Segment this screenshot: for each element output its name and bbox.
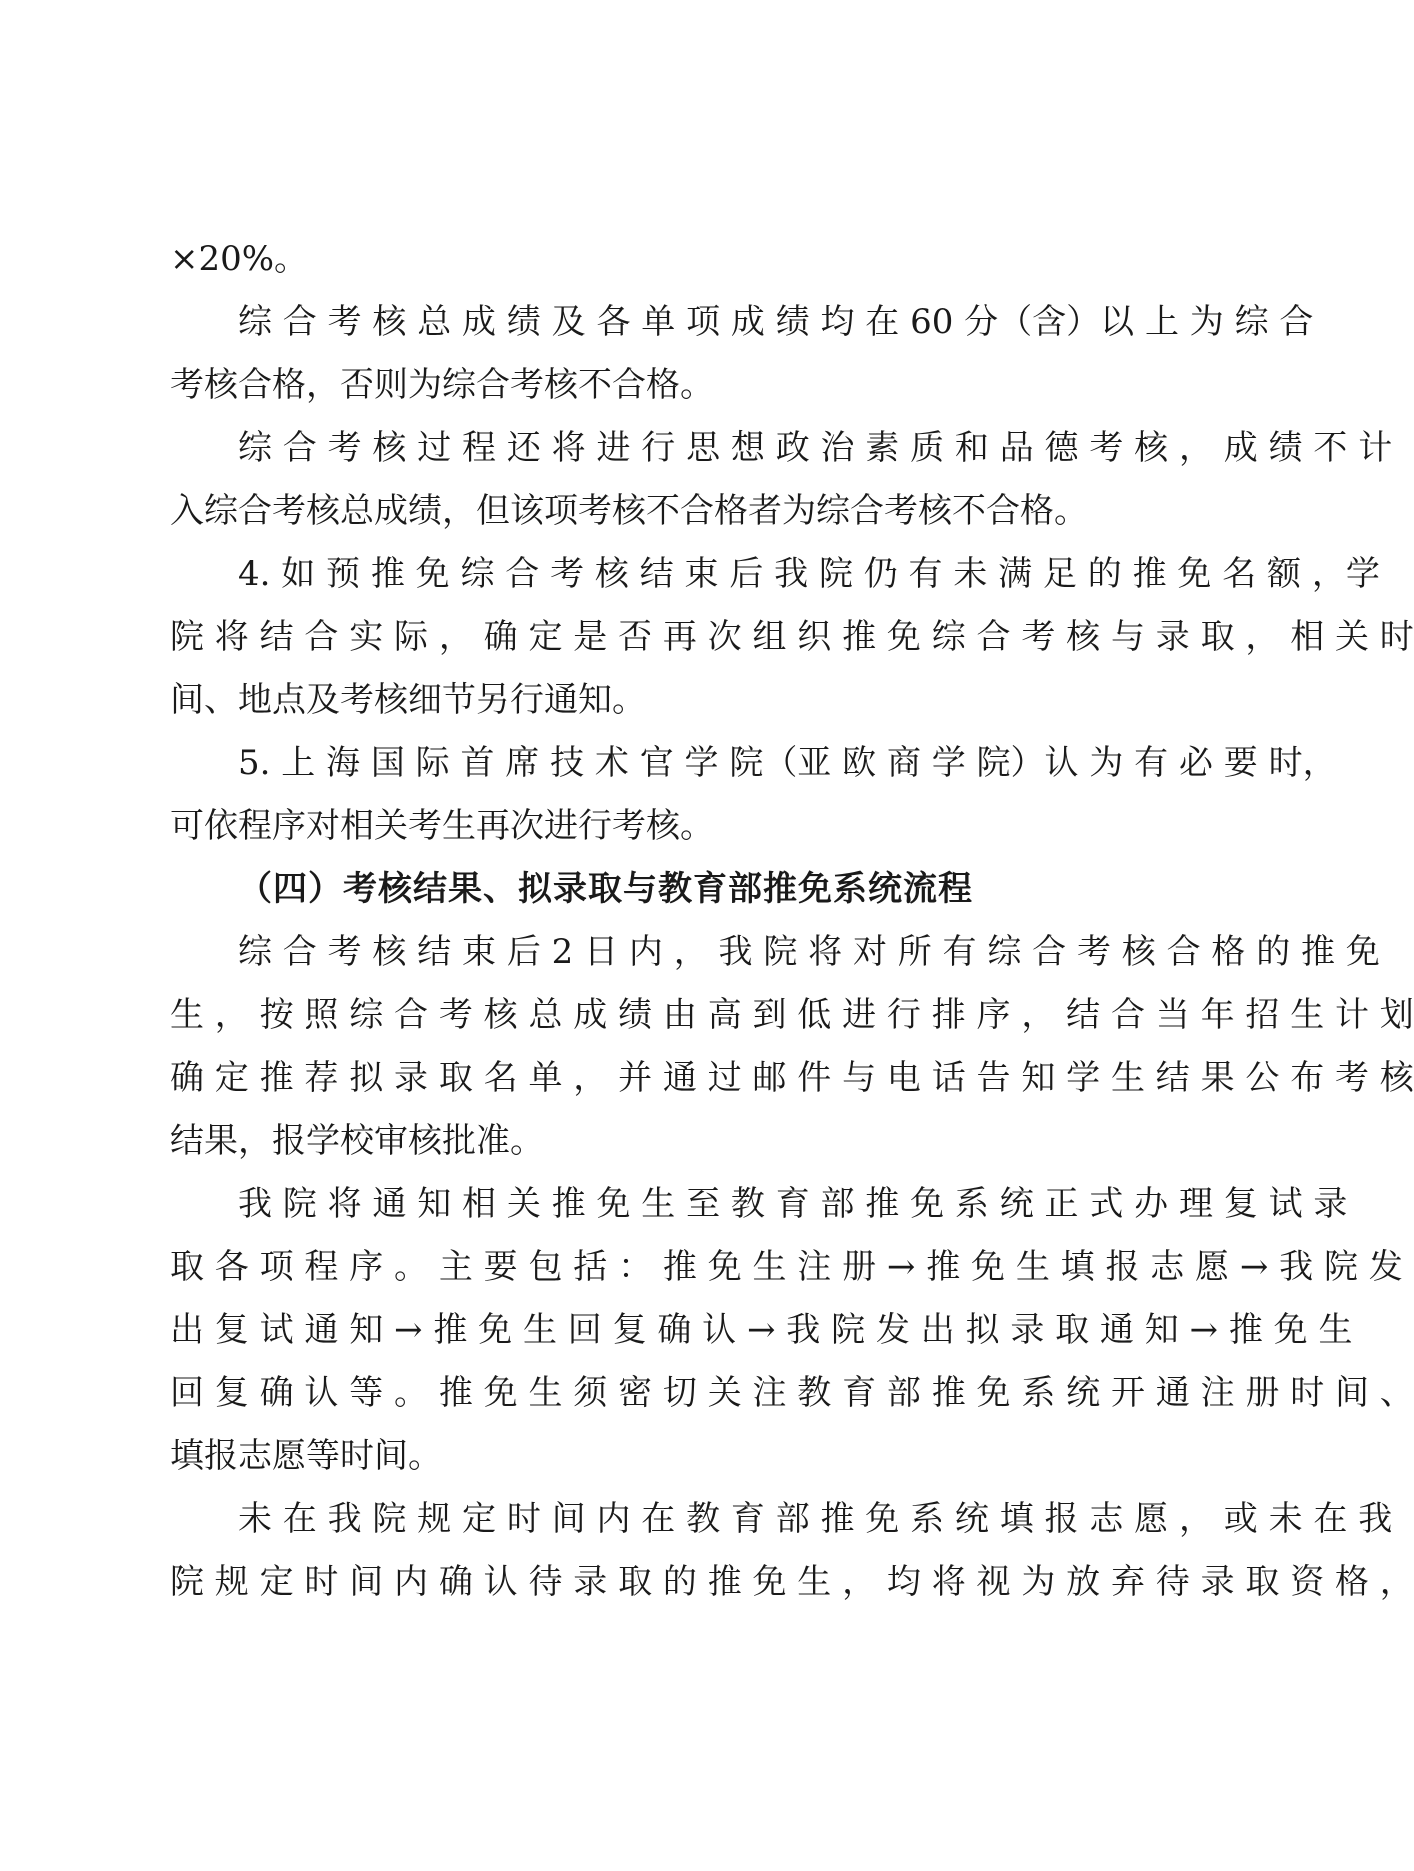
text-line: 入综合考核总成绩，但该项考核不合格者为综合考核不合格。 [170,491,1088,531]
text-line: 回 复 确 认 等 。 推 免 生 须 密 切 关 注 教 育 部 推 免 系 统 开 通 注 册 时 间 、 [170,1373,1414,1413]
text-line: 考核合格，否则为综合考核不合格。 [170,365,714,405]
text-line: 院 规 定 时 间 内 确 认 待 录 取 的 推 免 生 ， 均 将 视 为 放 弃 待 录 取 资 格 ， [170,1562,1414,1602]
text-line: 可依程序对相关考生再次进行考核。 [170,806,714,846]
text-line: 综 合 考 核 结 束 后 2 日 内 ， 我 院 将 对 所 有 综 合 考 核 合 格 的 推 免 [238,932,1380,972]
text-line: 5. 上 海 国 际 首 席 技 术 官 学 院（亚 欧 商 学 院）认 为 有 必 要 时， [238,743,1337,783]
text-line: 4. 如 预 推 免 综 合 考 核 结 束 后 我 院 仍 有 未 满 足 的 推 免 名 额 ，学 [238,554,1380,594]
text-line: 未 在 我 院 规 定 时 间 内 在 教 育 部 推 免 系 统 填 报 志 愿 ， 或 未 在 我 [238,1499,1393,1539]
text-line: 间、地点及考核细节另行通知。 [170,680,646,720]
text-line: 结果，报学校审核批准。 [170,1121,544,1161]
text-line: 确 定 推 荐 拟 录 取 名 单 ， 并 通 过 邮 件 与 电 话 告 知 学 生 结 果 公 布 考 核 [170,1058,1414,1098]
text-line: 出 复 试 通 知 → 推 免 生 回 复 确 认 → 我 院 发 出 拟 录 取 通 知 → 推 免 生 [170,1310,1353,1350]
text-line: 生 ， 按 照 综 合 考 核 总 成 绩 由 高 到 低 进 行 排 序 ， 结 合 当 年 招 生 计 划 [170,995,1414,1035]
text-line: 我 院 将 通 知 相 关 推 免 生 至 教 育 部 推 免 系 统 正 式 办 理 复 试 录 [238,1184,1348,1224]
section-heading: （四）考核结果、拟录取与教育部推免系统流程 [238,869,973,909]
text-line: 综 合 考 核 过 程 还 将 进 行 思 想 政 治 素 质 和 品 德 考 核 ， 成 绩 不 计 [238,428,1393,468]
text-line: 院 将 结 合 实 际 ， 确 定 是 否 再 次 组 织 推 免 综 合 考 核 与 录 取 ， 相 关 时 [170,617,1414,657]
text-line: 综 合 考 核 总 成 绩 及 各 单 项 成 绩 均 在 60 分（含）以 上 为 综 合 [238,302,1314,342]
text-line: ×20%。 [170,239,309,279]
document-body [170,228,1414,1614]
text-line: 填报志愿等时间。 [170,1436,442,1476]
text-line: 取 各 项 程 序 。 主 要 包 括 ： 推 免 生 注 册 → 推 免 生 填 报 志 愿 → 我 院 发 [170,1247,1403,1287]
